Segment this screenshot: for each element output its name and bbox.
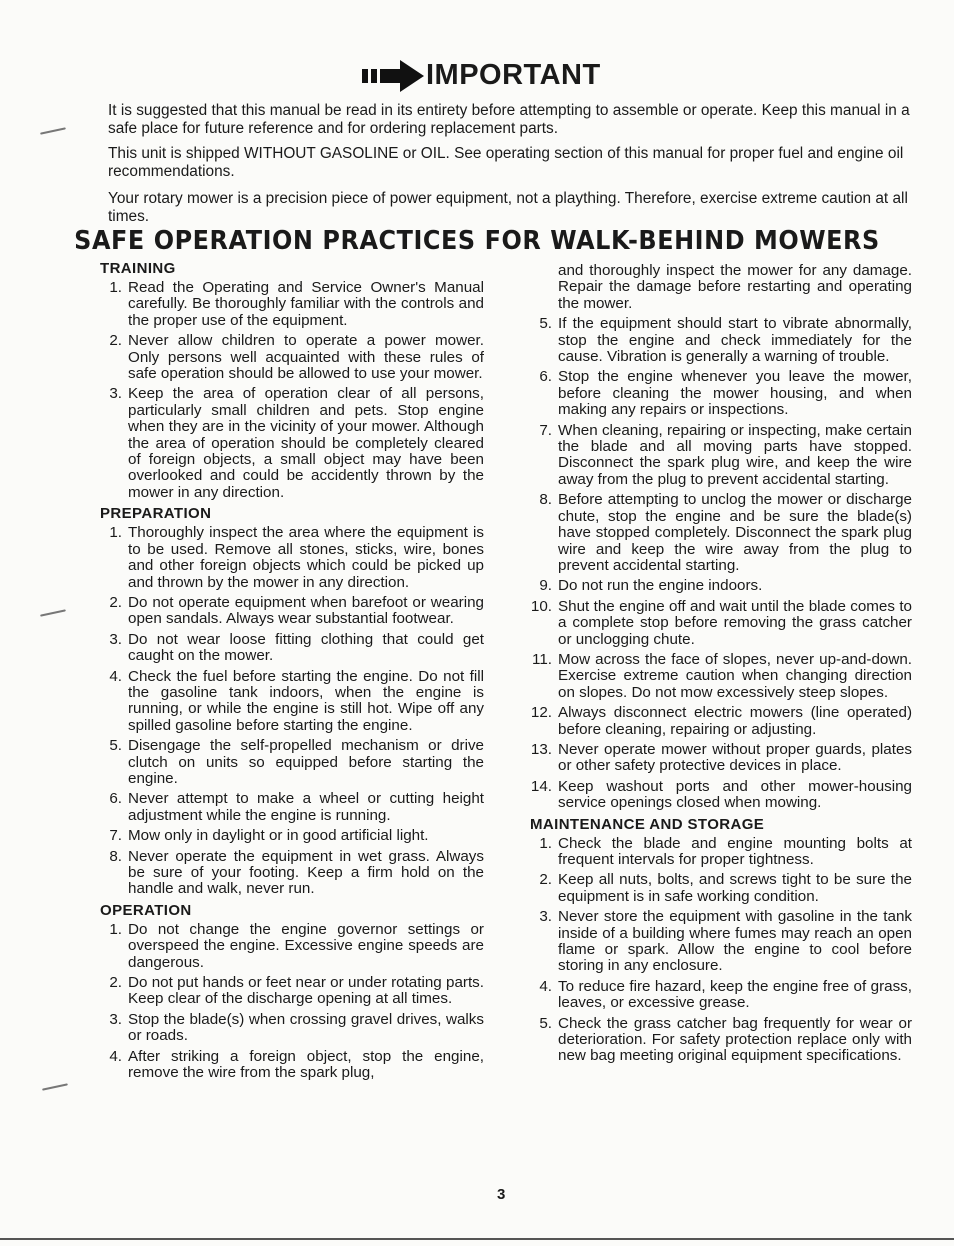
maintenance-list bbox=[530, 836, 912, 1065]
item-text: Do not put hands or feet near or under rotating parts. Keep clear of the discharge opening at all times. bbox=[128, 974, 484, 1008]
page-number: 3 bbox=[497, 1186, 506, 1203]
bottom-rule bbox=[0, 1238, 954, 1240]
item-text: Stop the blade(s) when crossing gravel drives, walks or roads. bbox=[128, 1010, 484, 1045]
item-number: 9. bbox=[539, 577, 552, 595]
training-heading: TRAINING bbox=[100, 260, 176, 277]
item-number: 8. bbox=[109, 847, 122, 865]
training-item bbox=[100, 333, 484, 382]
preparation-item bbox=[100, 595, 484, 628]
item-number: 2. bbox=[109, 332, 122, 350]
operation-list-continued bbox=[530, 316, 912, 811]
preparation-item bbox=[100, 828, 484, 844]
operation-item bbox=[100, 1049, 484, 1082]
important-title: IMPORTANT bbox=[426, 59, 601, 91]
item-text: Disengage the self-propelled mechanism or drive clutch on units so equipped before starting the engine. bbox=[128, 737, 484, 787]
item-text: Mow across the face of slopes, never up-and-down. Exercise extreme caution when changing direction on slopes. Do not mow excessively steep slopes. bbox=[558, 650, 912, 701]
scan-mark bbox=[42, 1083, 68, 1090]
item-text: Keep washout ports and other mower-housing service openings closed when mowing. bbox=[558, 777, 912, 812]
operation-heading: OPERATION bbox=[100, 901, 192, 919]
item-number: 2. bbox=[109, 593, 122, 611]
item-text: Keep all nuts, bolts, and screws tight to be sure the equipment is in safe working condition. bbox=[558, 871, 912, 905]
item-number: 1. bbox=[109, 524, 122, 542]
preparation-item bbox=[100, 849, 484, 898]
item-text: To reduce fire hazard, keep the engine free of grass, leaves, or excessive grease. bbox=[558, 977, 912, 1012]
preparation-item bbox=[100, 738, 484, 787]
preparation-heading: PREPARATION bbox=[100, 505, 212, 523]
item-text: Stop the engine whenever you leave the mower, before cleaning the mower housing, and when making any repairs or inspections. bbox=[558, 368, 912, 419]
operation-item bbox=[530, 705, 912, 738]
item-text: Check the grass catcher bag frequently for wear or deterioration. For safety protection replace only with new bag meeting original equipment specifications. bbox=[558, 1014, 912, 1065]
operation-item bbox=[530, 652, 912, 701]
item-number: 4. bbox=[109, 1047, 122, 1065]
maintenance-item bbox=[530, 909, 912, 975]
operation-item bbox=[530, 742, 912, 775]
operation-item bbox=[530, 779, 912, 812]
item-text: Never operate the equipment in wet grass. Always be sure of your footing. Keep a firm hold on the handle and walk, never run. bbox=[128, 847, 484, 898]
main-title: SAFE OPERATION PRACTICES FOR WALK-BEHIND MOWERS bbox=[74, 226, 880, 256]
item-number: 3. bbox=[109, 1010, 122, 1028]
important-header bbox=[0, 58, 954, 94]
maintenance-item bbox=[530, 836, 912, 869]
item-number: 4. bbox=[539, 977, 552, 995]
item-number: 7. bbox=[539, 421, 552, 439]
item-text: Before attempting to unclog the mower or discharge chute, stop the engine and be sure the blade(s) have stopped completely. Disconnect the spark plug wire and keep the wire away from the plug to prevent accidental starting. bbox=[558, 491, 912, 574]
item-text: Do not operate equipment when barefoot or wearing open sandals. Always wear substantial footwear. bbox=[128, 593, 484, 628]
item-text: Do not wear loose fitting clothing that could get caught on the mower. bbox=[128, 630, 484, 665]
item-number: 12. bbox=[530, 704, 552, 722]
item-number: 6. bbox=[539, 368, 552, 386]
item-number: 3. bbox=[109, 385, 122, 403]
item-number: 8. bbox=[539, 491, 552, 509]
scan-mark bbox=[40, 127, 66, 134]
item-number: 3. bbox=[109, 630, 122, 648]
preparation-list bbox=[100, 525, 484, 898]
preparation-item bbox=[100, 791, 484, 824]
item-number: 5. bbox=[539, 1014, 552, 1032]
item-text: After striking a foreign object, stop the engine, remove the wire from the spark plug, bbox=[128, 1047, 484, 1082]
item-number: 5. bbox=[539, 315, 552, 333]
training-item bbox=[100, 280, 484, 329]
preparation-item bbox=[100, 632, 484, 665]
item-text: Check the fuel before starting the engine. Do not fill the gasoline tank indoors, when the engine is running, or while the engine is still hot. Wipe off any spilled gasoline before starting the engine. bbox=[128, 667, 484, 734]
operation-item bbox=[530, 423, 912, 489]
item-number: 2. bbox=[109, 974, 122, 992]
item-number: 4. bbox=[109, 667, 122, 685]
left-column bbox=[100, 258, 484, 1085]
item-text: Never store the equipment with gasoline in the tank inside of a building where fumes may reach an open flame or spark. Allow the engine to cool before storing in any enclosure. bbox=[558, 908, 912, 975]
item-number: 3. bbox=[539, 908, 552, 926]
item-text: Always disconnect electric mowers (line operated) before cleaning, repairing or adjusting. bbox=[558, 704, 912, 738]
item-number: 14. bbox=[530, 777, 552, 795]
preparation-item bbox=[100, 669, 484, 735]
training-item bbox=[100, 386, 484, 501]
item-number: 1. bbox=[539, 834, 552, 852]
item-number: 11. bbox=[532, 650, 552, 668]
item-number: 13. bbox=[530, 740, 552, 758]
scan-mark bbox=[40, 609, 66, 616]
operation-item bbox=[530, 369, 912, 418]
intro-paragraph-3: Your rotary mower is a precision piece of power equipment, not a plaything. Therefore, exercise extreme caution at all times. bbox=[108, 190, 908, 225]
item-text: Mow only in daylight or in good artificial light. bbox=[128, 827, 429, 845]
item-text: Check the blade and engine mounting bolts at frequent intervals for proper tightness. bbox=[558, 834, 912, 868]
item-text: Never operate mower without proper guards, plates or other safety protective devices in place. bbox=[558, 740, 912, 775]
operation-item bbox=[530, 492, 912, 574]
item-text: Shut the engine off and wait until the blade comes to a complete stop before removing the grass catcher or unclogging chute. bbox=[558, 597, 912, 648]
right-column bbox=[530, 263, 912, 1069]
item-number: 6. bbox=[109, 790, 122, 808]
training-list bbox=[100, 280, 484, 501]
item-number: 5. bbox=[109, 737, 122, 755]
operation-item bbox=[100, 922, 484, 971]
item-number: 1. bbox=[109, 279, 122, 296]
operation-item bbox=[100, 975, 484, 1008]
operation-continuation: and thoroughly inspect the mower for any damage. Repair the damage before restarting and operating the mower. bbox=[558, 262, 912, 312]
operation-item bbox=[530, 599, 912, 648]
item-number: 1. bbox=[109, 920, 122, 938]
item-text: Read the Operating and Service Owner's Manual carefully. Be thoroughly familiar with the controls and the proper use of the equipment. bbox=[128, 279, 484, 329]
item-text: If the equipment should start to vibrate abnormally, stop the engine and check immediately for the cause. Vibration is generally a warning of trouble. bbox=[558, 315, 912, 366]
item-number: 2. bbox=[539, 871, 552, 889]
intro-paragraph-1: It is suggested that this manual be read in its entirety before attempting to assemble or operate. Keep this manual in a safe place for future reference and for ordering replacement parts. bbox=[108, 102, 910, 137]
item-number: 10. bbox=[530, 597, 552, 615]
intro-paragraph-2: This unit is shipped WITHOUT GASOLINE or OIL. See operating section of this manual for proper fuel and engine oil recommendations. bbox=[108, 145, 904, 180]
item-text: Do not run the engine indoors. bbox=[558, 577, 763, 595]
item-text: Do not change the engine governor settings or overspeed the engine. Excessive engine speeds are dangerous. bbox=[128, 920, 484, 971]
item-number: 7. bbox=[109, 827, 122, 845]
maintenance-item bbox=[530, 979, 912, 1012]
maintenance-heading: MAINTENANCE AND STORAGE bbox=[530, 815, 765, 833]
operation-item bbox=[100, 1012, 484, 1045]
maintenance-item bbox=[530, 872, 912, 905]
operation-item bbox=[530, 316, 912, 365]
operation-item bbox=[530, 578, 912, 594]
item-text: Thoroughly inspect the area where the equipment is to be used. Remove all stones, sticks, wire, bones and other foreign objects which could be picked up and thrown by the mower in any direction. bbox=[128, 524, 484, 591]
preparation-item bbox=[100, 525, 484, 591]
operation-list bbox=[100, 922, 484, 1082]
arrow-right-icon bbox=[362, 60, 424, 92]
maintenance-item bbox=[530, 1016, 912, 1065]
item-text: Never allow children to operate a power mower. Only persons well acquainted with these rules of safe operation should be allowed to use your mower. bbox=[128, 332, 484, 383]
item-text: When cleaning, repairing or inspecting, make certain the blade and all moving parts have stopped. Disconnect the spark plug wire, and keep the wire away from the plug to prevent accidental starting. bbox=[558, 421, 912, 488]
item-text: Never attempt to make a wheel or cutting height adjustment while the engine is running. bbox=[128, 790, 484, 824]
item-text: Keep the area of operation clear of all persons, particularly small children and pets. Stop engine when they are in the vicinity of your mower. Although the area of operation should be completely cleared of foreign objects, a small object may have been overlooked and could be accidently thrown by the mower in any direction. bbox=[128, 385, 484, 501]
